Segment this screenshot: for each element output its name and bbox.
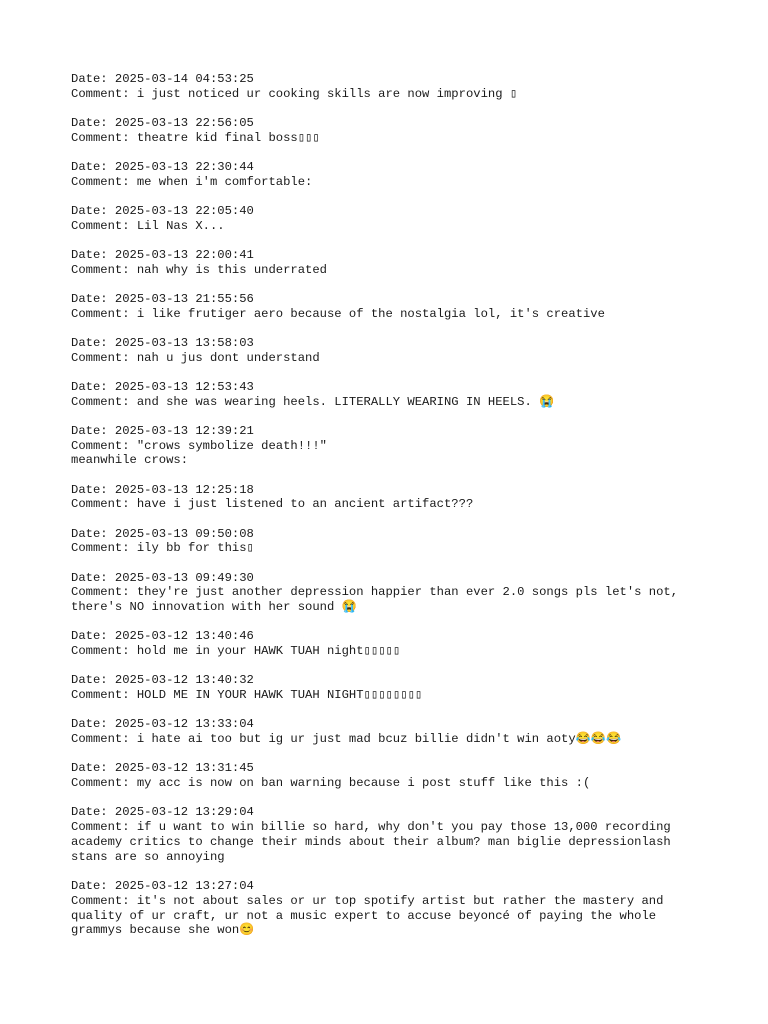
comment-text: Comment: they're just another depression happier than ever 2.0 songs pls let's not, there's NO innovation with her sound 😭 [71, 585, 679, 615]
comment-entry [71, 336, 721, 366]
comment-text: Comment: me when i'm comfortable: [71, 174, 313, 189]
comment-text: Comment: ily bb for this▯ [71, 541, 254, 556]
comment-text: Comment: theatre kid final boss▯▯▯ [71, 130, 320, 145]
comment-entry [71, 805, 721, 864]
comment-entry [71, 248, 721, 278]
comment-text: Comment: Lil Nas X... [71, 218, 225, 233]
comment-text: Comment: it's not about sales or ur top spotify artist but rather the mastery and quality of ur craft, ur not a music expert to accuse beyoncé of paying the whole grammys because she won😊 [71, 893, 664, 938]
comment-text: Comment: i like frutiger aero because of the nostalgia lol, it's creative [71, 306, 605, 321]
comment-date: Date: 2025-03-13 22:30:44 [71, 159, 254, 174]
comment-text: Comment: i just noticed ur cooking skills are now improving ▯ [71, 86, 518, 101]
comment-date: Date: 2025-03-14 04:53:25 [71, 72, 254, 86]
comment-text: Comment: have i just listened to an ancient artifact??? [71, 497, 474, 512]
comment-text: Comment: hold me in your HAWK TUAH night▯▯▯▯▯ [71, 644, 401, 659]
comment-text: Comment: nah u jus dont understand [71, 350, 320, 365]
comment-date: Date: 2025-03-13 13:58:03 [71, 335, 254, 350]
comment-text: Comment: HOLD ME IN YOUR HAWK TUAH NIGHT▯▯▯▯▯▯▯▯ [71, 688, 423, 703]
comment-entry [71, 571, 721, 615]
comment-date: Date: 2025-03-13 12:39:21 [71, 423, 254, 438]
comment-text: Comment: nah why is this underrated [71, 262, 327, 277]
comment-entry [71, 527, 721, 557]
comment-text: Comment: i hate ai too but ig ur just mad bcuz billie didn't win aoty😂😂😂 [71, 732, 622, 747]
comment-text: Comment: "crows symbolize death!!!" meanwhile crows: [71, 438, 327, 468]
comment-date: Date: 2025-03-12 13:33:04 [71, 717, 254, 732]
comment-text: Comment: if u want to win billie so hard, why don't you pay those 13,000 recording academy critics to change their minds about their album? man biglie depressionlash stans are so annoying [71, 820, 671, 864]
comment-date: Date: 2025-03-12 13:31:45 [71, 761, 254, 776]
comment-entry [71, 72, 721, 102]
comment-entry [71, 116, 721, 146]
comment-entry [71, 424, 721, 468]
comment-date: Date: 2025-03-12 13:40:46 [71, 629, 254, 644]
comment-date: Date: 2025-03-13 09:49:30 [71, 570, 254, 585]
comment-entry [71, 629, 721, 659]
comment-date: Date: 2025-03-12 13:40:32 [71, 673, 254, 688]
comment-entry [71, 717, 721, 747]
comment-date: Date: 2025-03-13 09:50:08 [71, 526, 254, 541]
comment-entry [71, 380, 721, 410]
comment-entry [71, 204, 721, 234]
comment-entry [71, 292, 721, 322]
comment-log [71, 72, 721, 953]
comment-entry [71, 879, 721, 938]
comment-date: Date: 2025-03-12 13:29:04 [71, 805, 254, 820]
comment-date: Date: 2025-03-13 12:25:18 [71, 482, 254, 497]
comment-date: Date: 2025-03-12 13:27:04 [71, 878, 254, 893]
comment-entry [71, 160, 721, 190]
comment-text: Comment: my acc is now on ban warning because i post stuff like this :( [71, 776, 591, 791]
comment-entry [71, 673, 721, 703]
comment-text: Comment: and she was wearing heels. LITERALLY WEARING IN HEELS. 😭 [71, 394, 555, 409]
comment-date: Date: 2025-03-13 22:05:40 [71, 203, 254, 218]
comment-entry [71, 761, 721, 791]
comment-date: Date: 2025-03-13 22:00:41 [71, 247, 254, 262]
comment-date: Date: 2025-03-13 21:55:56 [71, 291, 254, 306]
comment-entry [71, 483, 721, 513]
comment-date: Date: 2025-03-13 12:53:43 [71, 379, 254, 394]
comment-date: Date: 2025-03-13 22:56:05 [71, 115, 254, 130]
